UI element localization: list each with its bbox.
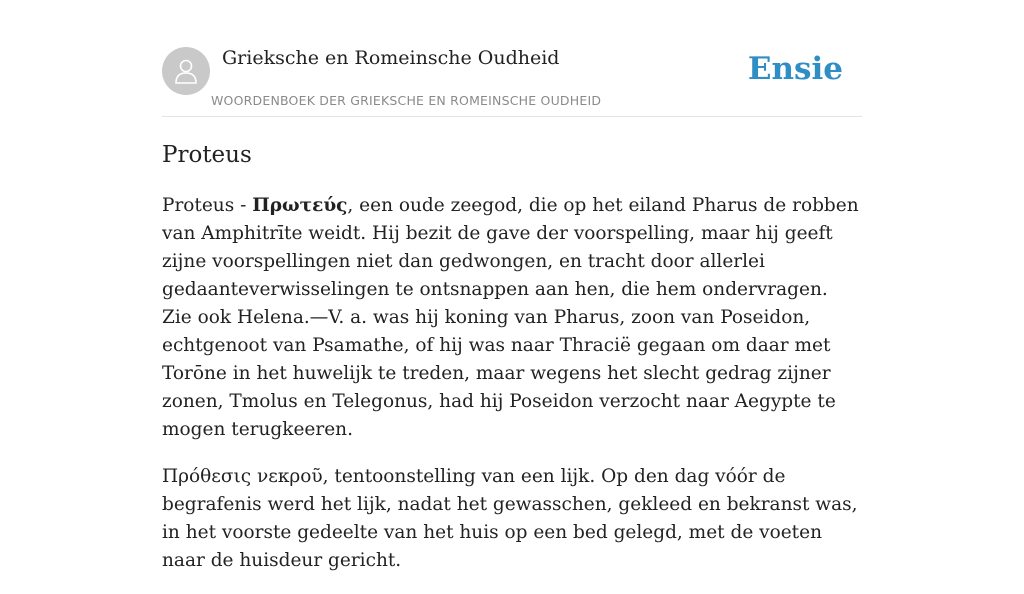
greek-term: Πρόθεσις νεκροῦ (162, 466, 323, 487)
site-subtitle: WOORDENBOEK DER GRIEKSCHE EN ROMEINSCHE OUDHEID (211, 93, 602, 108)
site-name-link[interactable]: Grieksche en Romeinsche Oudheid (222, 47, 560, 69)
article-body (162, 192, 862, 594)
paragraph-2 (162, 463, 862, 575)
brand-logo[interactable]: Ensie (747, 51, 843, 87)
paragraph-1 (162, 192, 862, 444)
greek-term: Πρωτεύς (252, 195, 348, 216)
user-icon (171, 56, 201, 86)
paragraph-text: , een oude zeegod, die op het eiland Pharus de robben van Amphitrīte weidt. Hij bezit de gave der voorspelling, maar hij geeft zijne voorspellingen niet dan gedwongen, en tracht door allerlei gedaanteverwisselingen te ontsnappen aan hen, die hem ondervragen. Zie ook Helena.—V. a. was hij koning van Pharus, zoon van Poseidon, echtgenoot van Psamathe, of hij was naar Thracië gegaan om daar met Torōne in het huwelijk te treden, maar wegens het slecht gedrag zijner zonen, Tmolus en Telegonus, had hij Poseidon verzocht naar Aegypte te mogen terugkeeren. (162, 195, 859, 440)
article-title: Proteus (162, 142, 252, 168)
site-header (162, 46, 862, 117)
avatar[interactable] (162, 47, 210, 95)
lead-text: Proteus - (162, 195, 253, 216)
paragraph-text: , tentoonstelling van een lijk. Op den dag vóór de begrafenis werd het lijk, nadat het gewasschen, gekleed en bekranst was, in het voorste gedeelte van het huis op een bed gelegd, met de voeten naar de huisdeur gericht. (162, 466, 858, 571)
